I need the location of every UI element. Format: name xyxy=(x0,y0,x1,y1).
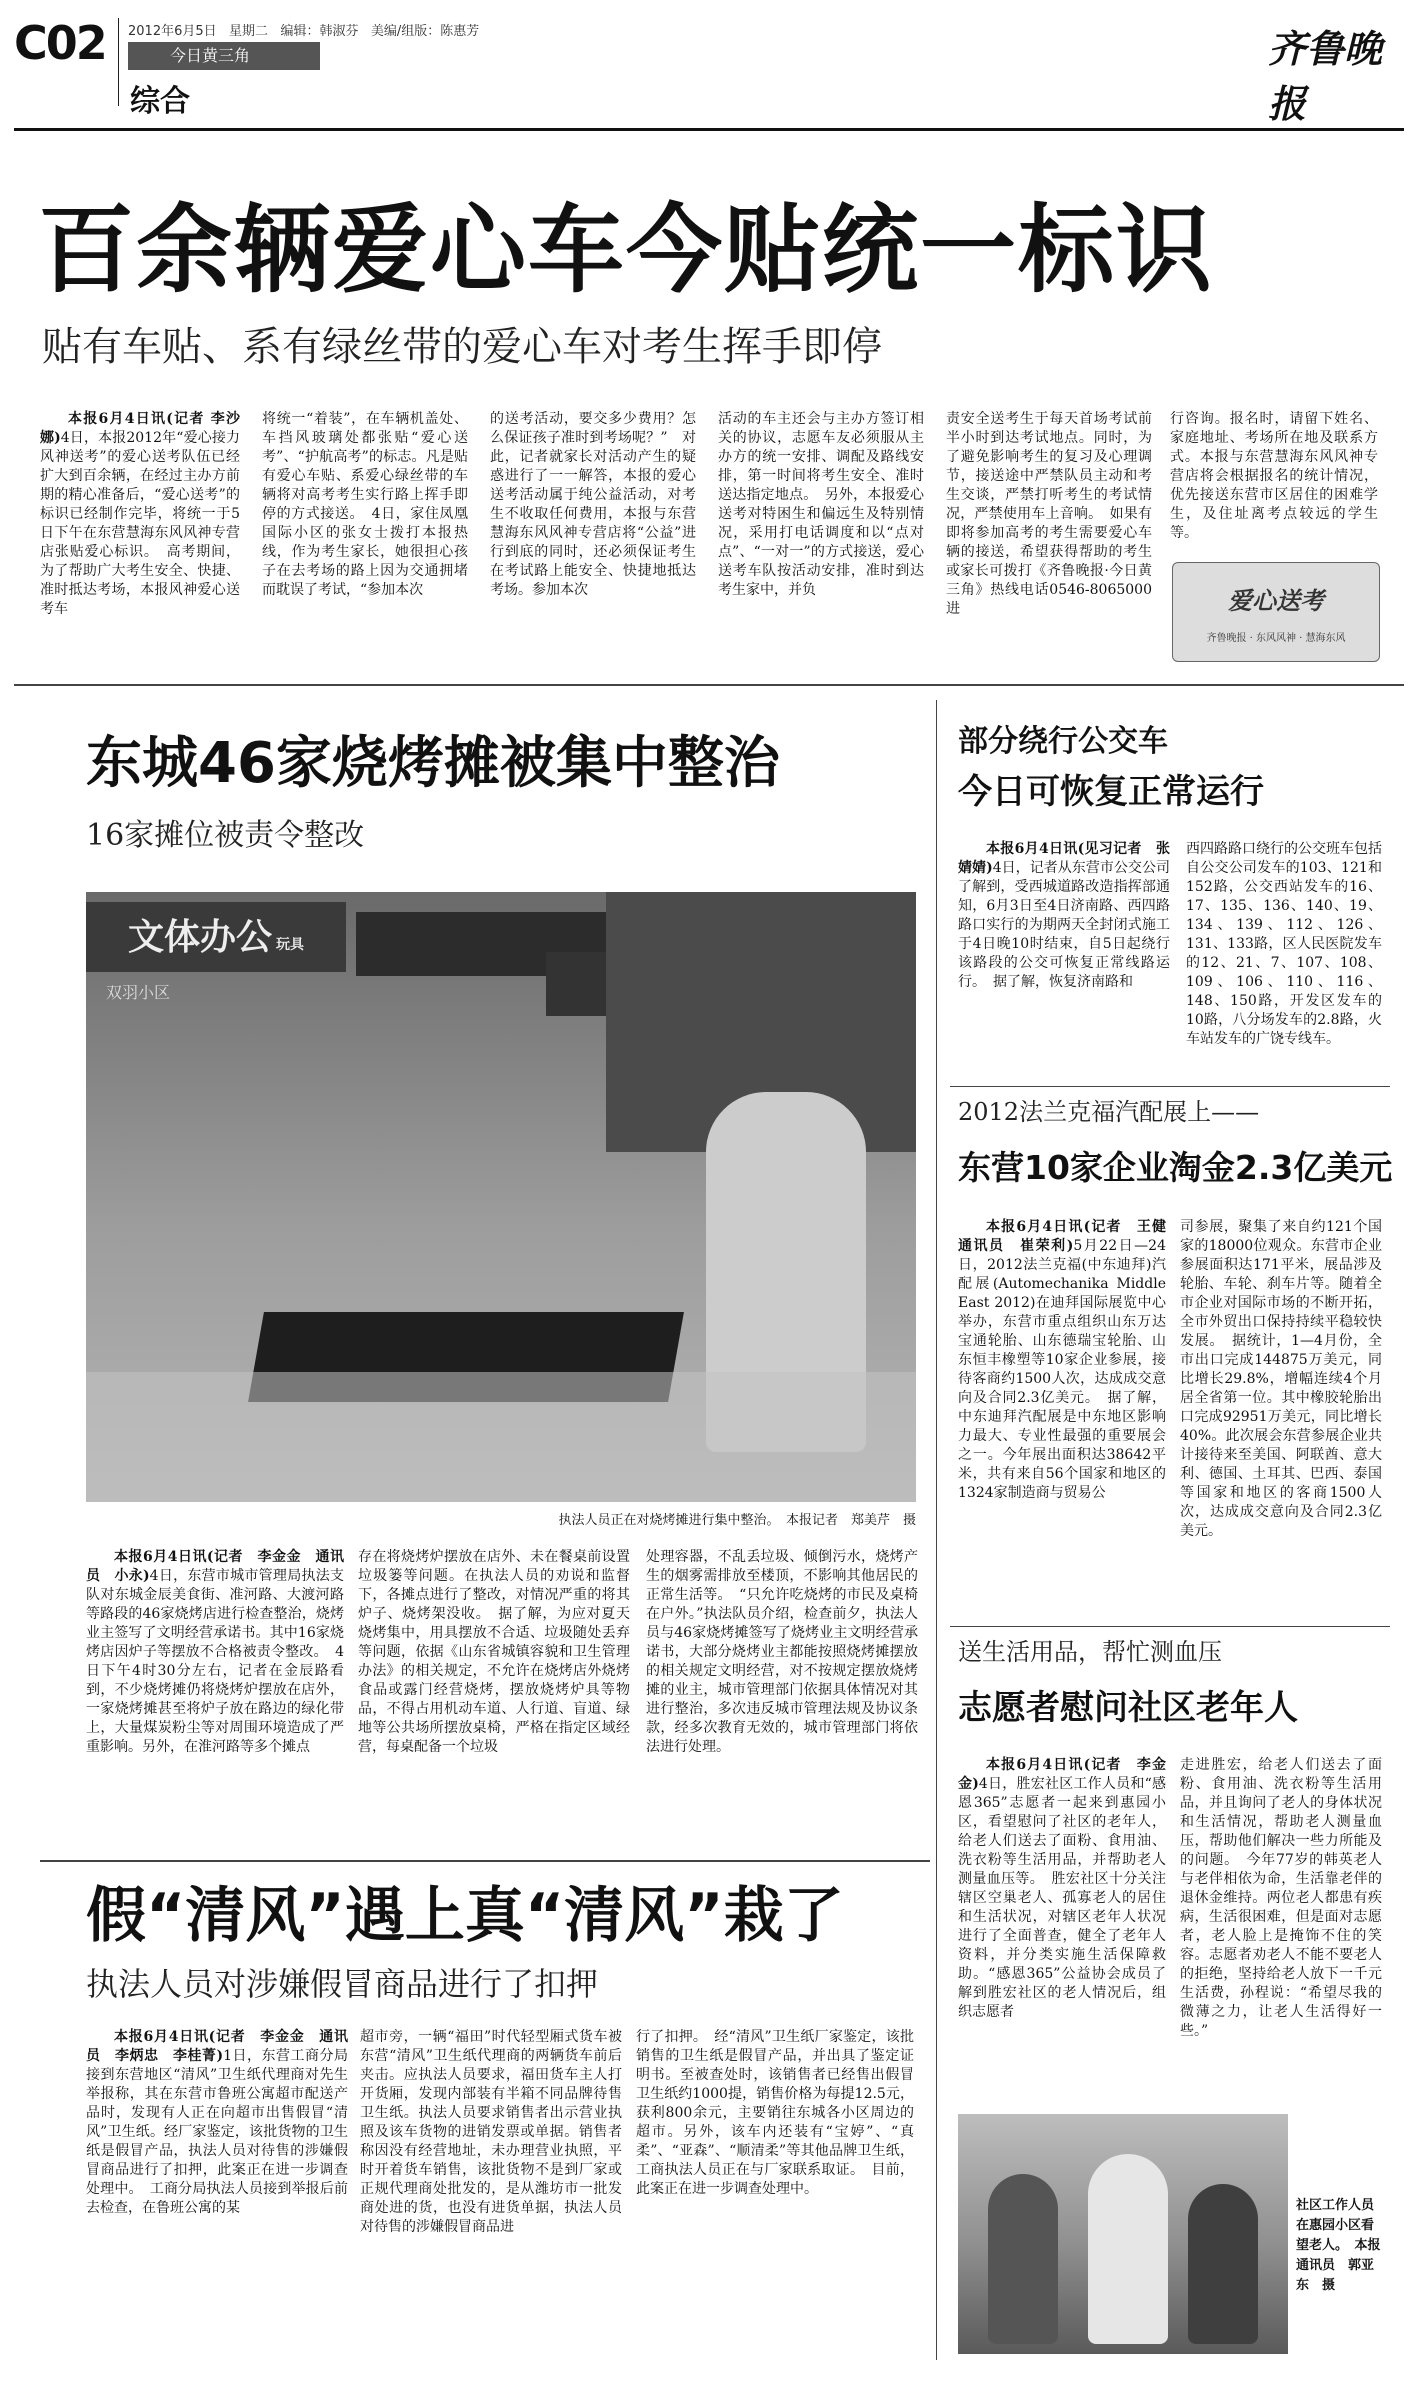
elder-byline: 本报6月4日讯(记者 李金金) xyxy=(958,1757,1166,1792)
bus-byline: 本报6月4日讯(见习记者 张婧婧) xyxy=(958,841,1170,876)
lead-col-4 xyxy=(718,410,924,606)
elder-headline: 志愿者慰问社区老年人 xyxy=(958,1688,1298,1728)
issue-date: 2012年6月5日 xyxy=(128,24,217,39)
masthead-info xyxy=(128,20,479,39)
person-figure-1 xyxy=(988,2174,1058,2344)
bus-headline-1: 部分绕行公交车 xyxy=(958,724,1168,759)
bbq-headline: 东城46家烧烤摊被集中整治 xyxy=(86,731,780,796)
fake-col-1 xyxy=(86,2028,348,2224)
bbq-col-2 xyxy=(358,1548,630,1763)
fake-col-3 xyxy=(636,2028,914,2205)
bbq-photo xyxy=(86,892,916,1502)
bus-text-1: 4日，记者从东营市公交公司了解到，受西城道路改造指挥部通知，6月3日至4日济南路、西四路路口实行的为期两天全封闭式施工于4日晚10时结束，自5日起绕行该路段的公交可恢复正常线路运行。 据了解，恢复济南路和 xyxy=(958,860,1170,990)
fake-text-3: 行了扣押。 经“清风”卫生纸厂家鉴定，该批销售的卫生纸是假冒产品，并出具了鉴定证明书。至被查处时，该销售者已经售出假冒卫生纸约1000提，销售价格为每提12.5元，获利800余元，主要销往东城各小区周边的超市。另外，该车内还装有“宝婷”、“真柔”、“亚森”、“顺清柔”等其他品牌卫生纸，工商执法人员正在与厂家联系取证。 目前，此案正在进一步调查处理中。 xyxy=(636,2029,914,2197)
lead-text-2: 将统一“着装”，在车辆机盖处、车挡风玻璃处都张贴“爱心送考”、“护航高考”的标志。凡是贴有爱心车贴、系爱心绿丝带的车辆将对高考考生实行路上挥手即停的方式接送。 4日，家住凤凰国际小区的张女士拨打本报热线，作为考生家长，她很担心孩子在去考场的路上因为交通拥堵而耽误了考试，“参加本次 xyxy=(262,411,468,598)
bus-headline-2: 今日可恢复正常运行 xyxy=(958,772,1264,812)
bbq-text-1: 4日，东营市城市管理局执法支队对东城金辰美食街、准河路、大渡河路等路段的46家烧烤店进行检查整治，烧烤业主签写了文明经营承诺书。其中16家烧烤店因炉子等摆放不合格被责令整改。 4日下午4时30分左右，记者在金辰路看到，不少烧烤摊仍将烧烤炉摆放在店外，一家烧烤摊甚至将炉子放在路边的绿化带上，大量煤炭粉尘等对周围环境造成了严重影响。另外，在淮河路等多个摊点 xyxy=(86,1568,344,1755)
lead-col-2 xyxy=(262,410,468,606)
bbq-text-2: 存在将烧烤炉摆放在店外、未在餐桌前设置垃圾篓等问题。在执法人员的劝说和监督下，各摊点进行了整改，对情况严重的将其炉子、烧烤架没收。 据了解，为应对夏天烧烤集中，用具摆放不合适、垃圾随处丢弃等问题，依据《山东省城镇容貌和卫生管理办法》的相关规定，不允许在烧烤店外烧烤食品或露门经营烧烤，摆放烧烤炉具等物品，不得占用机动车道、人行道、盲道、绿地等公共场所摆放桌椅，严格在指定区域经营，每桌配备一个垃圾 xyxy=(358,1549,630,1755)
lead-byline: 本报6月4日讯(记者 李沙娜) xyxy=(40,411,240,446)
lead-text-5: 责安全送考生于每天首场考试前半小时到达考试地点。同时，为了避免影响考生的复习及心理调节，接送途中严禁队员主动和考生交谈，严禁打听考生的考试情况，严禁使用车上音响。 如果有即将参加高考的考生需要爱心车辆的接送，希望获得帮助的考生或家长可拨打《齐鲁晚报·今日黄三角》热线电话0546-8065000进 xyxy=(946,411,1152,617)
auto-headline: 东营10家企业淘金2.3亿美元 xyxy=(958,1148,1393,1187)
editor: 编辑：韩淑芬 xyxy=(280,24,359,39)
bbq-byline: 本报6月4日讯(记者 李金金 通讯员 小永) xyxy=(86,1549,344,1584)
elder-kicker: 送生活用品，帮忙测血压 xyxy=(958,1638,1222,1666)
elder-photo xyxy=(958,2114,1288,2354)
column-tag xyxy=(128,42,320,70)
auto-col-1 xyxy=(958,1218,1180,1509)
fake-col-2 xyxy=(360,2028,622,2243)
shop-sign-1: 文体办公 玩具 xyxy=(86,902,346,972)
lead-headline: 百余辆爱心车今贴统一标识 xyxy=(38,194,1214,306)
auto-col-2 xyxy=(1180,1218,1382,1547)
lead-text-4: 活动的车主还会与主办方签订相关的协议，志愿车友必须服从主办方的统一安排、调配及路线安排，第一时间将考生安全、准时送达指定地点。 另外，本报爱心送考对特困生和偏远生及特别情况，采用打电话调度和以“点对点”、“一对一”的方式接送，爱心送考车队按活动安排，准时到达考生家中，并负 xyxy=(718,411,924,598)
love-escort-logo xyxy=(1172,562,1380,662)
lead-text-1: 4日，本报2012年“爱心接力 风神送考”的爱心送考队伍已经扩大到百余辆，在经过主办方前期的精心准备后，“爱心送考”的标识已经制作完毕，将统一于5日下午在东营慧海东风风神专营店张贴爱心标识。 高考期间，为了帮助广大考生安全、快捷、准时抵达考场，本报风神爱心送考车 xyxy=(40,430,240,617)
lead-col-6 xyxy=(1170,410,1378,549)
auto-kicker: 2012法兰克福汽配展上—— xyxy=(958,1098,1260,1126)
person-figure-2 xyxy=(1088,2154,1168,2344)
logo-title: 爱心送考 xyxy=(1228,587,1324,615)
auto-text-2: 司参展，聚集了来自约121个国家的18000位观众。东营市企业参展面积达171平米，展品涉及轮胎、车轮、刹车片等。随着全市企业对国际市场的不断开拓，全市外贸出口保持持续平稳较快发展。 据统计，1—4月份，全市出口完成144875万美元，同比增长29.8%，增幅连续4个月居全省第一位。其中橡胶轮胎出口完成92951万美元，同比增长40%。此次展会东营参展企业共计接待来至美国、阿联酋、意大利、德国、土耳其、巴西、泰国等国家和地区的客商1500人次，达成成交意向及合同2.3亿美元。 xyxy=(1180,1219,1382,1539)
bbq-photo-caption: 执法人员正在对烧烤摊进行集中整治。 本报记者 郑美芹 摄 xyxy=(558,1513,916,1528)
lead-subhead: 贴有车贴、系有绿丝带的爱心车对考生挥手即停 xyxy=(42,324,882,370)
person-figure-3 xyxy=(1188,2184,1258,2344)
bbq-subhead: 16家摊位被责令整改 xyxy=(86,818,365,853)
fake-headline: 假“清风”遇上真“清风”栽了 xyxy=(86,1881,844,1951)
lead-col-3 xyxy=(490,410,696,606)
page-code: C02 xyxy=(14,16,106,70)
bus-text-2: 西四路路口绕行的公交班车包括自公交公司发车的103、121和152路，公交西站发车的16、17、135、136、140、19、134、139、112、126、131、133路，区人民医院发车的12、21、7、107、108、109、106、110、116、148、150路，开发区发车的10路，八分场发车的2.8路，火车站发车的广饶专线车。 xyxy=(1186,841,1382,1047)
lead-col-1 xyxy=(40,410,240,625)
fake-text-1: 1日，东营工商分局接到东营地区“清风”卫生纸代理商对先生举报称，其在东营市鲁班公寓超市配送产品时，发现有人正在向超市出售假冒“清风”卫生纸。经厂家鉴定，该批货物的卫生纸是假冒产品，执法人员对待售的涉嫌假冒商品进行了扣押，此案正在进一步调查处理中。 工商分局执法人员接到举报后前去检查，在鲁班公寓的某 xyxy=(86,2048,348,2216)
brand-logo: 齐鲁晚报 xyxy=(1268,26,1383,126)
lead-col-5 xyxy=(946,410,1152,625)
lead-text-3: 的送考活动，要交多少费用？怎么保证孩子准时到考场呢？” 对此，记者就家长对活动产生的疑惑进行了一一解答，本报的爱心送考活动属于纯公益活动，对考生不收取任何费用，本报与东营慧海东风风神专营店将“公益”进行到底的同时，还必须保证考生在考试路上能安全、快捷地抵达考场。参加本次 xyxy=(490,411,696,598)
logo-sponsors: 齐鲁晚报 · 东风风神 · 慧海东风 xyxy=(1206,633,1346,644)
elder-photo-caption: 社区工作人员在惠园小区看望老人。 本报通讯员 郭亚东 摄 xyxy=(1296,2198,1381,2293)
bbq-text-3: 处理容器，不乱丢垃圾、倾倒污水，烧烤产生的烟雾需排放至楼顶，不影响其他居民的正常生活等。 “只允许吃烧烤的市民及桌椅在户外。”执法队员介绍，检查前夕，执法人员与46家烧烤摊签写了烧烤业主文明经营承诺书，大部分烧烤业主都能按照烧烤摊摆放的相关规定文明经营，对不按规定摆放烧烤摊的业主，城市管理部门依据具体情况对其进行整治，多次违反城市管理法规及协议条款，经多次教育无效的，城市管理部门将依法进行处理。 xyxy=(646,1549,918,1755)
fake-text-2: 超市旁，一辆“福田”时代轻型厢式货车被东营“清风”卫生纸代理商的两辆货车前后夹击。应执法人员要求，福田货车主人打开货厢，发现内部装有半箱不同品牌待售卫生纸。执法人员要求销售者出示营业执照及该车货物的进销发票或单据。销售者称因没有经营地址，未办理营业执照，平时开着货车销售，该批货物不是到厂家或正规代理商处批发的，是从潍坊市一批发商处进的货，也没有进货单据，执法人员对待售的涉嫌假冒商品进 xyxy=(360,2029,622,2235)
bbq-col-1 xyxy=(86,1548,344,1763)
bbq-col-3 xyxy=(646,1548,918,1763)
designer: 美编/组版：陈惠芳 xyxy=(370,24,480,39)
bus-col-1 xyxy=(958,840,1170,998)
street-ground xyxy=(86,1372,916,1502)
column-tag-label: 今日黄三角 xyxy=(170,46,251,65)
elder-text-1: 4日，胜宏社区工作人员和“感恩365”志愿者一起来到惠园小区，看望慰问了社区的老年人，给老人们送去了面粉、食用油、洗衣粉等生活用品，并帮助老人测量血压等。 胜宏社区十分关注辖区空巢老人、孤寡老人的居住和生活状况，对辖区老年人状况进行了全面普查，健全了老年人资料，并分类实施生活保障救助。“感恩365”公益协会成员了解到胜宏社区的老人情况后，组织志愿者 xyxy=(958,1776,1167,2020)
bus-col-2 xyxy=(1186,840,1382,1055)
auto-byline: 本报6月4日讯(记者 王健 通讯员 崔荣利) xyxy=(958,1219,1180,1254)
shop-sign-4: 双羽小区 xyxy=(106,983,171,1002)
elder-col-2 xyxy=(1180,1756,1382,2047)
elder-text-2: 走进胜宏，给老人们送去了面粉、食用油、洗衣粉等生活用品，并且询问了老人的身体状况和生活情况，帮助老人测量血压，帮助他们解决一些力所能及的问题。 今年77岁的韩英老人与老伴相依为命，生活靠老伴的退休金维持。两位老人都患有疾病，生活很困难，但是面对志愿者，老人脸上是掩饰不住的笑容。志愿者劝老人不能不要老人的拒绝，坚持给老人放下一千元生活费，孙程说：“希望尽我的微薄之力，让老人生活得好一些。” xyxy=(1180,1757,1382,2039)
auto-text-1: 5月22日—24日，2012法兰克福(中东迪拜)汽配展(Automechanika Middle East 2012)在迪拜国际展览中心举办，东营市重点组织山东万达宝通轮胎、山东德瑞宝轮胎、山东恒丰橡塑等10家企业参展，接待客商约1500人次，达成成交意向及合同2.3亿美元。 据了解，中东迪拜汽配展是中东地区影响力最大、专业性最强的重要展会之一。今年展出面积达38642平米，共有来自56个国家和地区的1324家制造商与贸易公 xyxy=(958,1238,1166,1501)
section-name: 综合 xyxy=(130,84,190,119)
fake-byline: 本报6月4日讯(记者 李金金 通讯员 李炳忠 李桂菁) xyxy=(86,2029,348,2064)
elder-col-1 xyxy=(958,1756,1166,2028)
fake-subhead: 执法人员对涉嫌假冒商品进行了扣押 xyxy=(86,1965,599,2003)
lead-text-6: 行咨询。报名时，请留下姓名、家庭地址、考场所在地及联系方式。本报与东营慧海东风风神专营店将会根据报名的统计情况，优先接送东营市区居住的困难学生，及住址离考点较远的学生等。 xyxy=(1170,411,1378,541)
issue-weekday: 星期二 xyxy=(229,24,269,39)
